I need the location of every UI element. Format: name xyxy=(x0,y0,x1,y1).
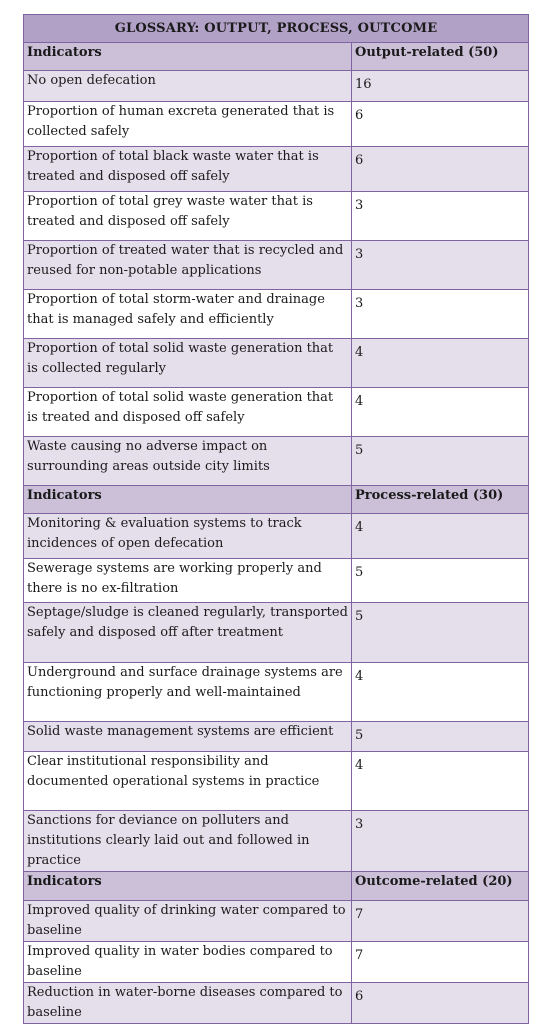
table-row xyxy=(24,901,529,942)
section-header-row xyxy=(24,486,529,514)
table-row xyxy=(24,603,529,663)
indicator-cell: Solid waste management systems are efficient xyxy=(24,722,352,752)
indicator-cell: Proportion of total storm-water and drainage that is managed safely and efficiently xyxy=(24,290,352,339)
indicator-cell: Sanctions for deviance on polluters and institutions clearly laid out and followed in practice xyxy=(24,811,352,872)
indicator-cell: Proportion of human excreta generated that is collected safely xyxy=(24,102,352,147)
score-cell: 5 xyxy=(352,437,529,486)
score-cell: 5 xyxy=(352,559,529,603)
table-row xyxy=(24,514,529,559)
score-cell: 6 xyxy=(352,147,529,192)
score-cell: 6 xyxy=(352,102,529,147)
indicator-cell: Underground and surface drainage systems are functioning properly and well-maintained xyxy=(24,663,352,722)
table-row xyxy=(24,71,529,102)
score-cell: 4 xyxy=(352,339,529,388)
indicator-cell: No open defecation xyxy=(24,71,352,102)
table-row xyxy=(24,290,529,339)
indicator-cell: Improved quality in water bodies compared to baseline xyxy=(24,942,352,983)
score-cell: 6 xyxy=(352,983,529,1024)
indicators-header: Indicators xyxy=(24,43,352,71)
section-header-row xyxy=(24,43,529,71)
table-row xyxy=(24,147,529,192)
indicator-cell: Proportion of treated water that is recycled and reused for non-potable applications xyxy=(24,241,352,290)
indicator-cell: Improved quality of drinking water compared to baseline xyxy=(24,901,352,942)
table-row xyxy=(24,559,529,603)
table-row xyxy=(24,192,529,241)
score-cell: 7 xyxy=(352,901,529,942)
table-row xyxy=(24,102,529,147)
score-cell: 5 xyxy=(352,722,529,752)
score-cell: 3 xyxy=(352,241,529,290)
category-header: Outcome-related (20) xyxy=(352,872,529,901)
section-header-row xyxy=(24,872,529,901)
score-cell: 3 xyxy=(352,290,529,339)
score-cell: 7 xyxy=(352,942,529,983)
indicators-header: Indicators xyxy=(24,872,352,901)
table-row xyxy=(24,983,529,1024)
score-cell: 16 xyxy=(352,71,529,102)
table-row xyxy=(24,241,529,290)
category-header: Process-related (30) xyxy=(352,486,529,514)
indicator-cell: Proportion of total black waste water that is treated and disposed off safely xyxy=(24,147,352,192)
title-row xyxy=(24,15,529,43)
indicator-cell: Sewerage systems are working properly and there is no ex-filtration xyxy=(24,559,352,603)
indicator-cell: Monitoring & evaluation systems to track incidences of open defecation xyxy=(24,514,352,559)
score-cell: 4 xyxy=(352,663,529,722)
table-row xyxy=(24,437,529,486)
indicator-cell: Septage/sludge is cleaned regularly, transported safely and disposed off after treatment xyxy=(24,603,352,663)
table-row xyxy=(24,663,529,722)
glossary-table xyxy=(23,14,529,1024)
category-header: Output-related (50) xyxy=(352,43,529,71)
table-row xyxy=(24,752,529,811)
score-cell: 4 xyxy=(352,514,529,559)
indicator-cell: Reduction in water-borne diseases compared to baseline xyxy=(24,983,352,1024)
score-cell: 4 xyxy=(352,752,529,811)
score-cell: 3 xyxy=(352,192,529,241)
indicators-header: Indicators xyxy=(24,486,352,514)
table-row xyxy=(24,811,529,872)
table-title: GLOSSARY: OUTPUT, PROCESS, OUTCOME xyxy=(24,15,529,43)
table-row xyxy=(24,722,529,752)
table-row xyxy=(24,388,529,437)
indicator-cell: Waste causing no adverse impact on surrounding areas outside city limits xyxy=(24,437,352,486)
score-cell: 3 xyxy=(352,811,529,872)
indicator-cell: Proportion of total solid waste generation that is treated and disposed off safely xyxy=(24,388,352,437)
score-cell: 5 xyxy=(352,603,529,663)
score-cell: 4 xyxy=(352,388,529,437)
indicator-cell: Proportion of total grey waste water that is treated and disposed off safely xyxy=(24,192,352,241)
indicator-cell: Proportion of total solid waste generation that is collected regularly xyxy=(24,339,352,388)
table-row xyxy=(24,339,529,388)
table-row xyxy=(24,942,529,983)
indicator-cell: Clear institutional responsibility and documented operational systems in practice xyxy=(24,752,352,811)
